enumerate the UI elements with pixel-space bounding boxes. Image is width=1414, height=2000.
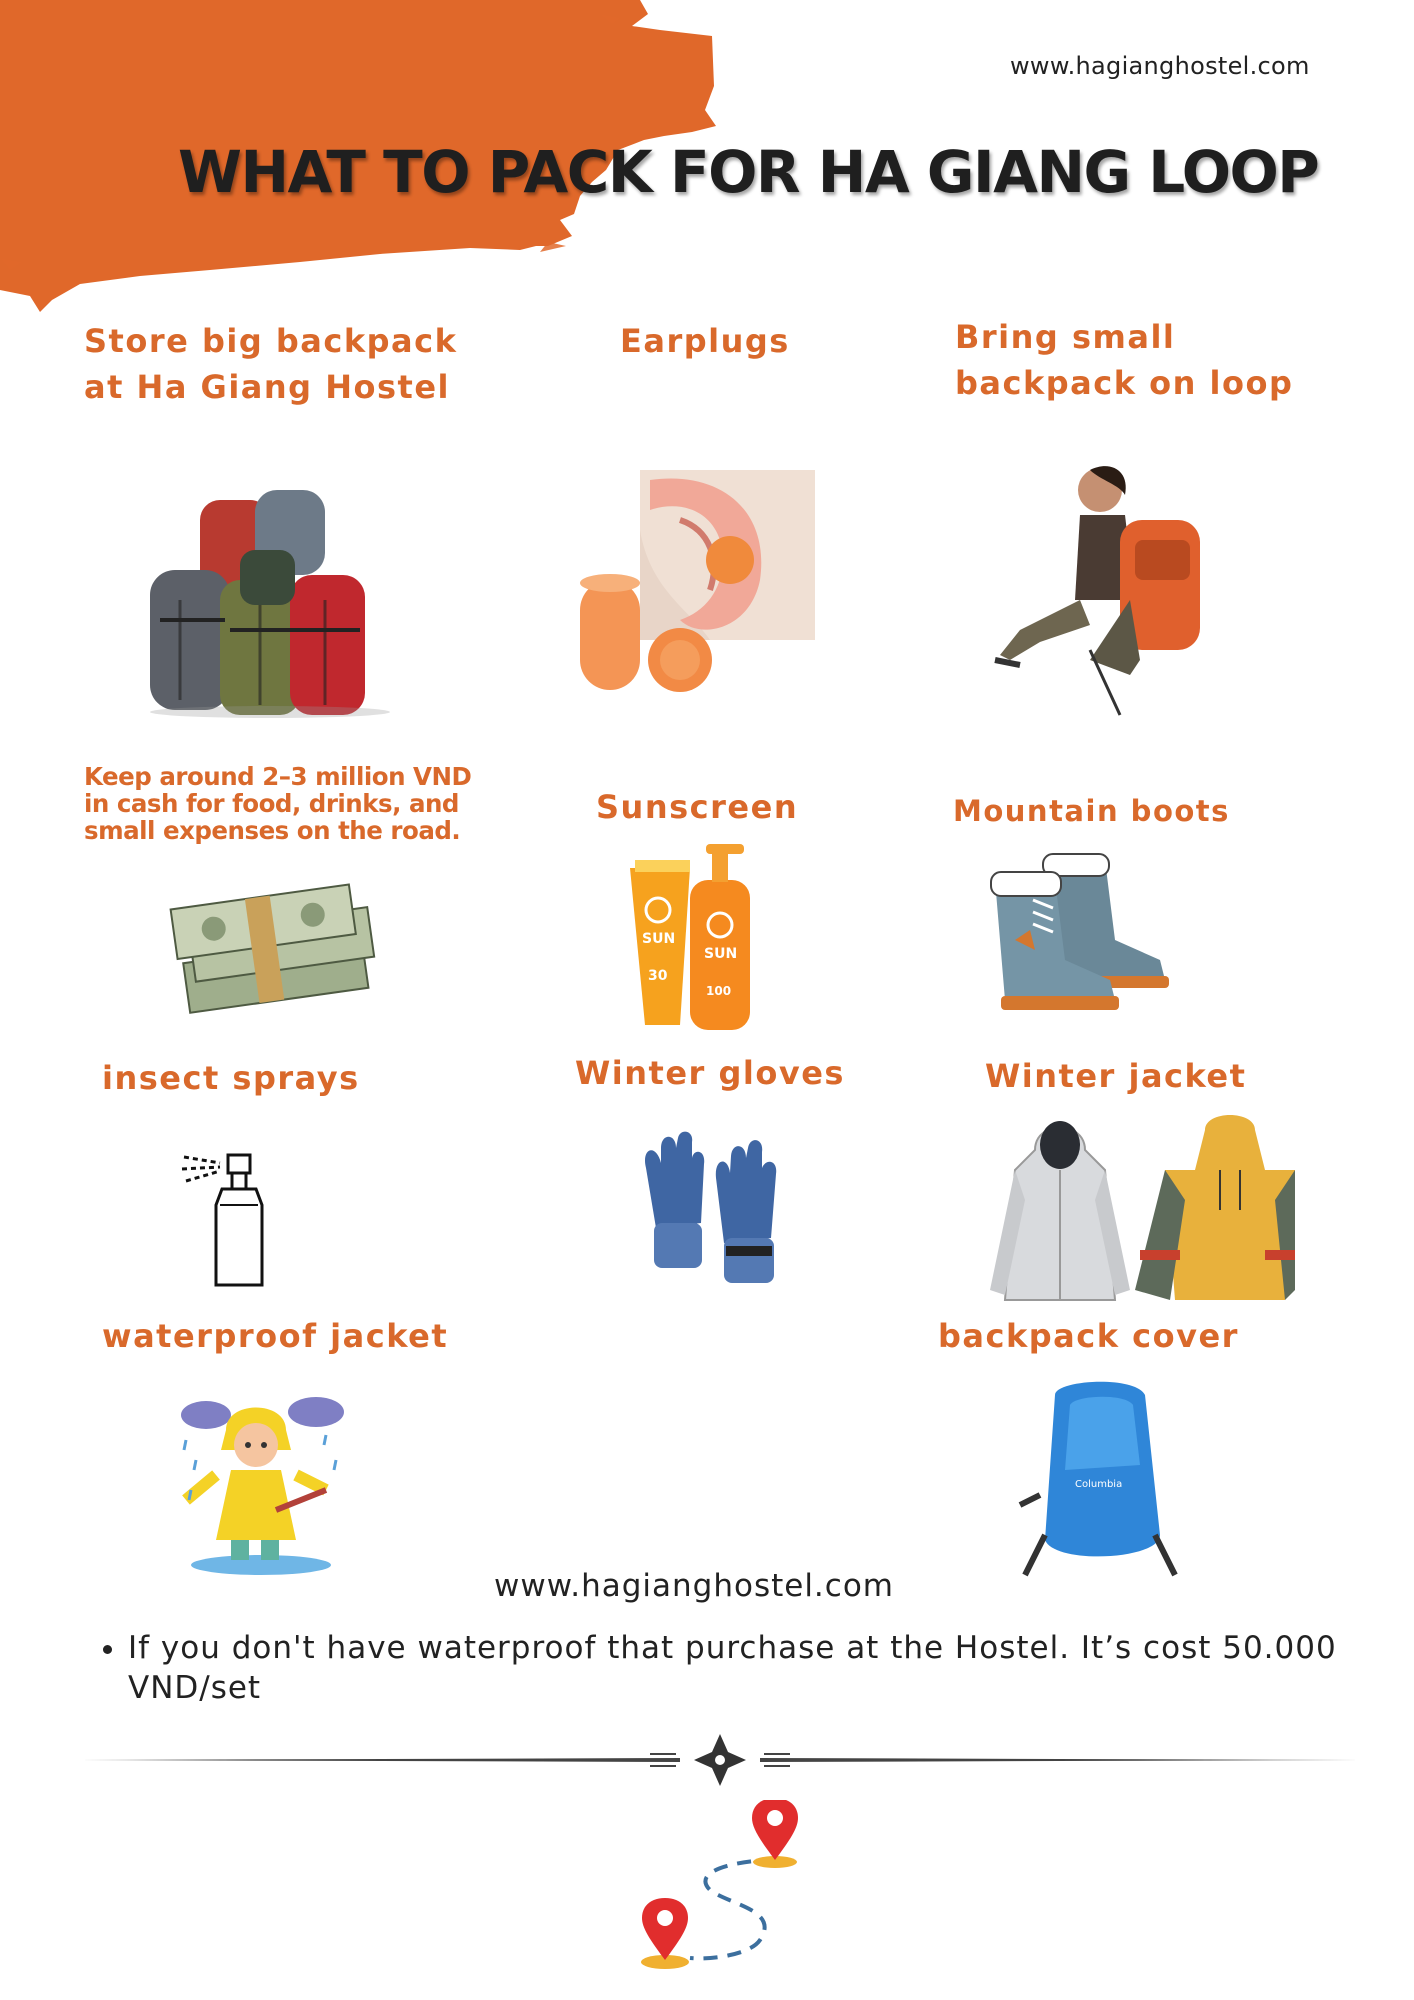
map-route-icon: [630, 1800, 820, 1980]
spray-bottle-icon: [180, 1145, 280, 1290]
sunscreen-bottles-icon: [620, 840, 770, 1040]
mountain-boots-icon: [985, 850, 1185, 1020]
item-label-small-backpack: Bring small backpack on loop: [955, 318, 1294, 402]
page-title: WHAT TO PACK FOR HA GIANG LOOP: [178, 138, 1319, 206]
item-label-store-backpack: Store big backpack at Ha Giang Hostel: [84, 322, 458, 406]
item-label-winter-gloves: Winter gloves: [575, 1054, 845, 1092]
note-block: [100, 1628, 1350, 1708]
winter-gloves-icon: [636, 1128, 786, 1288]
backpack-cover-brand: Columbia: [1075, 1479, 1123, 1490]
backpack-rain-cover-icon: [1015, 1375, 1185, 1585]
ornament-divider: [80, 1730, 1360, 1790]
item-label-waterproof-jacket: waterproof jacket: [102, 1317, 449, 1355]
note-item: • If you don't have waterproof that purchase at the Hostel. It’s cost 50.000 VND/set: [128, 1628, 1350, 1708]
item-label-insect-sprays: insect sprays: [102, 1059, 360, 1097]
winter-jackets-icon: [985, 1110, 1295, 1310]
note-list: [100, 1628, 1350, 1708]
item-label-sunscreen: Sunscreen: [596, 788, 799, 826]
sunscreen-bottle1-brand: SUN: [642, 931, 676, 947]
item-label-backpack-cover: backpack cover: [938, 1317, 1239, 1355]
item-label-earplugs: Earplugs: [620, 322, 790, 360]
raincoat-child-icon: [176, 1390, 346, 1580]
backpacks-pile-icon: [120, 480, 420, 720]
sunscreen-bottle1-spf: 30: [648, 968, 668, 984]
ornament-icon: [694, 1734, 746, 1786]
item-label-mountain-boots: Mountain boots: [953, 794, 1230, 828]
earplugs-icon: [570, 470, 815, 710]
item-label-winter-jacket: Winter jacket: [985, 1057, 1247, 1095]
sunscreen-bottle2-spf: 100: [706, 984, 732, 998]
hiker-with-backpack-icon: [990, 460, 1220, 720]
item-label-cash: Keep around 2–3 million VND in cash for food, drinks, and small expenses on the road.: [84, 762, 472, 845]
cash-stack-icon: [168, 880, 388, 1030]
site-url-top[interactable]: www.hagianghostel.com: [1010, 52, 1310, 80]
sunscreen-bottle2-brand: SUN: [704, 946, 738, 962]
site-url-bottom[interactable]: www.hagianghostel.com: [494, 1568, 894, 1604]
